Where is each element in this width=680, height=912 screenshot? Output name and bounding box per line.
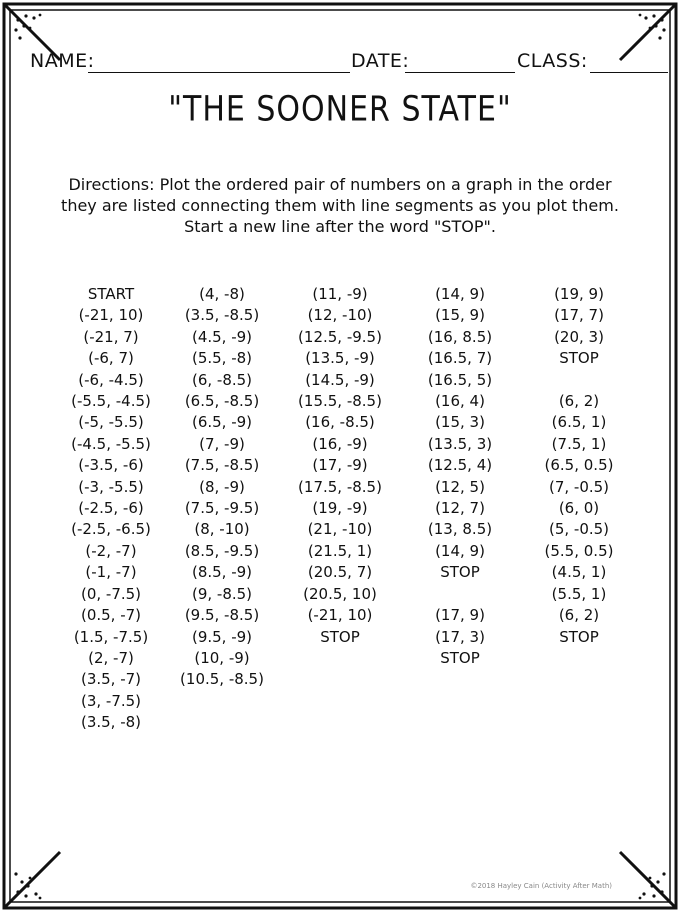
stop-marker: STOP bbox=[559, 627, 599, 646]
coordinate-pair: (7.5, 1) bbox=[551, 434, 607, 453]
coordinate-pair: (17, -9) bbox=[312, 456, 368, 475]
coordinate-pair: (-2, -7) bbox=[85, 541, 137, 560]
coordinate-pair: (6.5, -8.5) bbox=[184, 392, 260, 411]
coordinate-pair: (14, 9) bbox=[435, 541, 485, 560]
coordinate-pair: (16.5, 7) bbox=[427, 349, 493, 368]
coordinate-pair: (12, -10) bbox=[307, 306, 373, 325]
coordinate-pair: (6, -8.5) bbox=[191, 370, 253, 389]
coordinate-pair: (4.5, -9) bbox=[191, 327, 253, 346]
coordinate-pair: (-6, -4.5) bbox=[78, 370, 144, 389]
coordinate-column-3 bbox=[280, 284, 400, 648]
coordinate-pair: (19, -9) bbox=[312, 499, 368, 518]
coordinate-pair: (15.5, -8.5) bbox=[298, 392, 382, 411]
directions-line: Start a new line after the word "STOP". bbox=[184, 217, 496, 236]
coordinate-pair: (6.5, 0.5) bbox=[544, 456, 614, 475]
coordinate-pair: (-4.5, -5.5) bbox=[71, 434, 151, 453]
coordinate-pair: (13.5, 3) bbox=[427, 434, 493, 453]
coordinate-column-5 bbox=[519, 284, 639, 648]
coordinate-pair: (6.5, 1) bbox=[551, 413, 607, 432]
copyright-footer: ©2018 Hayley Cain (Activity After Math) bbox=[470, 882, 612, 890]
coordinate-pair: (7.5, -8.5) bbox=[184, 456, 260, 475]
coordinate-pair: (9, -8.5) bbox=[191, 584, 253, 603]
coordinate-pair: (14, 9) bbox=[435, 285, 485, 303]
coordinate-pair: (-2.5, -6) bbox=[78, 499, 144, 518]
page-title: "THE SOONER STATE" bbox=[168, 89, 512, 130]
coordinate-pair: (12.5, -9.5) bbox=[298, 327, 382, 346]
coordinate-pair: (15, 3) bbox=[435, 413, 485, 432]
coordinate-pair: (9.5, -9) bbox=[191, 627, 253, 646]
coordinate-pair: (7.5, -9.5) bbox=[184, 499, 260, 518]
coordinate-pair: (12, 7) bbox=[435, 499, 485, 518]
coordinate-pair: (16.5, 5) bbox=[427, 370, 493, 389]
coordinate-pair: (4.5, 1) bbox=[551, 563, 607, 582]
coordinate-pair: (8.5, -9) bbox=[191, 563, 253, 582]
coordinate-pair: (0, -7.5) bbox=[80, 584, 142, 603]
coordinate-pair: (-21, 10) bbox=[78, 306, 144, 325]
directions bbox=[30, 174, 650, 237]
coordinate-pair: (5.5, -8) bbox=[191, 349, 253, 368]
coordinate-pair: (3.5, -8) bbox=[80, 713, 142, 732]
coordinate-pair: (6.5, -9) bbox=[191, 413, 253, 432]
coordinate-pair: (11, -9) bbox=[312, 285, 368, 303]
directions-line: they are listed connecting them with line segments as you plot them. bbox=[61, 196, 619, 215]
coordinate-pair: (0.5, -7) bbox=[80, 606, 142, 625]
coordinate-pair: (17, 9) bbox=[435, 606, 485, 625]
stop-marker: STOP bbox=[320, 627, 360, 646]
coordinate-pair: (2, -7) bbox=[88, 648, 134, 667]
coordinate-pair: (5.5, 1) bbox=[551, 584, 607, 603]
coordinate-pair: (-1, -7) bbox=[85, 563, 137, 582]
coordinate-pair: (3, -7.5) bbox=[80, 691, 142, 710]
coordinate-pair: (3.5, -7) bbox=[80, 670, 142, 689]
coordinate-pair: (16, 4) bbox=[435, 392, 485, 411]
coordinate-pair: (17, 7) bbox=[554, 306, 604, 325]
coordinate-pair: (19, 9) bbox=[554, 285, 604, 303]
coordinate-pair: (-2.5, -6.5) bbox=[71, 520, 151, 539]
coordinate-pair: (20.5, 7) bbox=[307, 563, 373, 582]
coordinate-pair: (12, 5) bbox=[435, 477, 485, 496]
coordinate-pair: (5.5, 0.5) bbox=[544, 541, 614, 560]
coordinate-pair: (14.5, -9) bbox=[305, 370, 375, 389]
stop-marker: STOP bbox=[559, 349, 599, 368]
coordinate-pair: (12.5, 4) bbox=[427, 456, 493, 475]
coordinate-pair: (21, -10) bbox=[307, 520, 373, 539]
coordinate-column-2 bbox=[162, 284, 282, 691]
coordinate-pair: (15, 9) bbox=[435, 306, 485, 325]
coordinate-pair: (8, -10) bbox=[194, 520, 250, 539]
coordinate-pair: (-3.5, -6) bbox=[78, 456, 144, 475]
coordinate-pair: (-21, 7) bbox=[83, 327, 139, 346]
coordinate-pair: (20.5, 10) bbox=[303, 584, 377, 603]
coordinate-pair: (20, 3) bbox=[554, 327, 604, 346]
coordinate-pair: (13, 8.5) bbox=[427, 520, 493, 539]
name-blank[interactable] bbox=[88, 72, 350, 73]
stop-marker: STOP bbox=[440, 563, 480, 582]
coordinate-pair: (16, -8.5) bbox=[305, 413, 375, 432]
coordinate-pair: (1.5, -7.5) bbox=[73, 627, 149, 646]
coordinate-pair: (16, -9) bbox=[312, 434, 368, 453]
coordinate-pair: (-5, -5.5) bbox=[78, 413, 144, 432]
coordinate-pair: (8.5, -9.5) bbox=[184, 541, 260, 560]
coordinate-column-4 bbox=[400, 284, 520, 669]
coordinate-pair: (-21, 10) bbox=[307, 606, 373, 625]
spacer bbox=[519, 370, 639, 391]
coordinate-pair: (17, 3) bbox=[435, 627, 485, 646]
date-blank[interactable] bbox=[405, 72, 515, 73]
coordinate-pair: (6, 2) bbox=[558, 392, 600, 411]
coordinate-pair: (3.5, -8.5) bbox=[184, 306, 260, 325]
spacer bbox=[400, 584, 520, 605]
coordinate-pair: (7, -0.5) bbox=[548, 477, 610, 496]
directions-line: Directions: Plot the ordered pair of numbers on a graph in the order bbox=[68, 175, 612, 194]
coordinate-pair: (16, 8.5) bbox=[427, 327, 493, 346]
class-label: CLASS: bbox=[517, 50, 588, 72]
coordinate-pair: (-6, 7) bbox=[88, 349, 134, 368]
coordinate-pair: (6, 2) bbox=[558, 606, 600, 625]
date-label: DATE: bbox=[351, 50, 410, 72]
coordinate-pair: (17.5, -8.5) bbox=[298, 477, 382, 496]
name-label: NAME: bbox=[30, 50, 95, 72]
coordinate-column-1 bbox=[51, 284, 171, 734]
header-fields bbox=[30, 50, 670, 76]
start-marker: START bbox=[87, 285, 135, 303]
coordinate-pair: (21.5, 1) bbox=[307, 541, 373, 560]
coordinate-pair: (10.5, -8.5) bbox=[180, 670, 264, 689]
coordinate-pair: (5, -0.5) bbox=[548, 520, 610, 539]
coordinate-pair: (-5.5, -4.5) bbox=[71, 392, 151, 411]
class-blank[interactable] bbox=[590, 72, 668, 73]
coordinate-pair: (-3, -5.5) bbox=[78, 477, 144, 496]
stop-marker: STOP bbox=[440, 648, 480, 667]
coordinate-pair: (7, -9) bbox=[199, 434, 245, 453]
coordinate-pair: (4, -8) bbox=[199, 285, 245, 303]
coordinate-pair: (8, -9) bbox=[199, 477, 245, 496]
coordinate-pair: (10, -9) bbox=[194, 648, 250, 667]
coordinate-pair: (13.5, -9) bbox=[305, 349, 375, 368]
coordinate-pair: (6, 0) bbox=[558, 499, 600, 518]
coordinate-pair: (9.5, -8.5) bbox=[184, 606, 260, 625]
